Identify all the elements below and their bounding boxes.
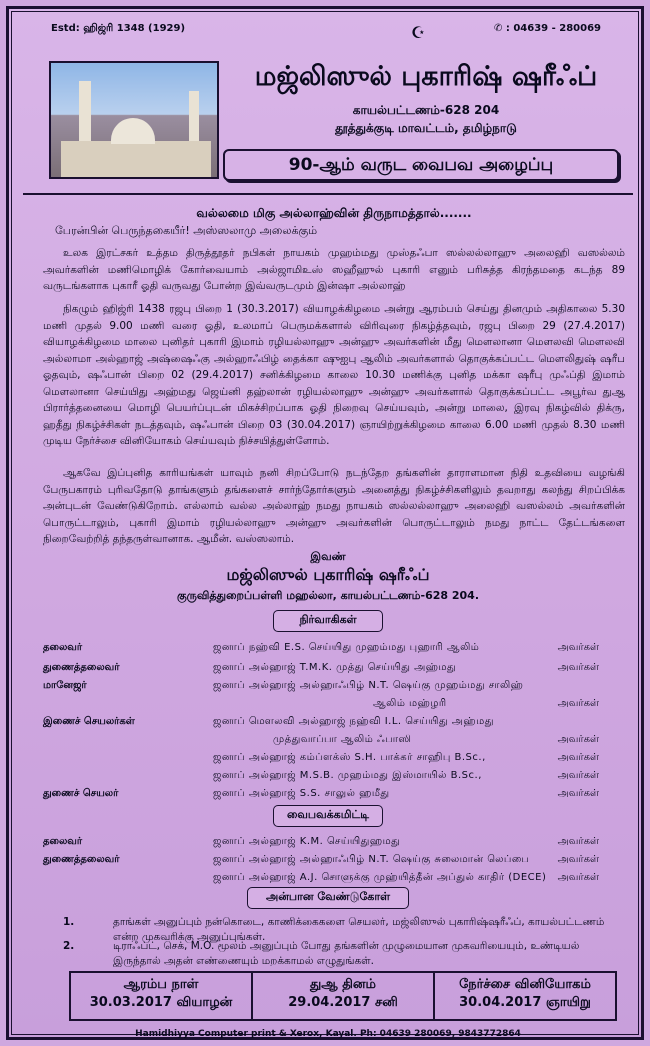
- admin-row: [43, 733, 623, 747]
- admin-suffix: அவர்கள்: [557, 788, 599, 799]
- committee-name: ஜனாப் அல்ஹாஜ் A.J. சொளுக்கு முஹ்யித்தீன் அப்துல் காதிர் (DECE): [213, 872, 547, 883]
- admin-name: முத்துவாப்பா ஆலிம் ஃபாஸி: [273, 734, 412, 745]
- admin-suffix: அவர்கள்: [557, 662, 599, 673]
- address-line-1: காயல்பட்டணம்-628 204: [352, 103, 500, 117]
- date-label: துஆ தினம்: [310, 977, 376, 992]
- crescent-icon: ☪: [411, 23, 426, 42]
- admin-suffix: அவர்கள்: [557, 642, 599, 653]
- divider: [23, 193, 633, 195]
- address-line-2: தூத்துக்குடி மாவட்டம், தமிழ்நாடு: [335, 121, 517, 135]
- printer-footer: Hamidhiyya Computer print & Xerox, Kayal. Ph: 04639 280069, 9843772864: [135, 1029, 521, 1039]
- signature-place: குருவித்துறைப்பள்ளி மஹல்லா, காயல்பட்டணம்-628 204.: [176, 589, 480, 602]
- admin-name: ஜனாப் மௌலவி அல்ஹாஜ் நஹ்வி I.L. செய்யிது அஹ்மது: [213, 716, 494, 727]
- start-date-cell: [71, 973, 253, 1019]
- admin-row: [43, 769, 623, 783]
- greeting-line: பேரன்பின் பெருந்தகையீர்! அஸ்ஸலாமு அலைக்கும்: [55, 224, 318, 237]
- committee-heading: வைபவக்கமிட்டி: [273, 805, 383, 827]
- date-label: நேர்ச்சை வினியோகம்: [459, 977, 591, 992]
- admin-row: [43, 715, 623, 729]
- admin-suffix: அவர்கள்: [557, 752, 599, 763]
- admin-row: [43, 787, 623, 801]
- requests-heading: அன்பான வேண்டுகோள்: [247, 887, 409, 909]
- request-number: 1.: [63, 916, 75, 928]
- appeal-paragraph: ஆகவே இப்புனித காரியங்கள் யாவும் நனி சிறப்போடு நடந்தேற தங்களின் தாராளமான நிதி உதவியை வழங்கி பேருபகாரம் புரிவதோடு தாங்களும் தங்களைச் சார்ந்தோர்களும் அனைத்து நிகழ்ச்சிகளிலும் தவறாது கலந்து சிறப்பிக்க அன்புடன் வேண்டுகிறோம். எல்லாம் வல்ல அல்லாஹ் நமது நாயகம் ஸல்லல்லாஹு அலைஹி வஸல்லம் அவர்களின் பொருட்டாலும், புகாரி இமாம் ரழியல்லாஹு அன்ஹு அவர்களின் பொருட்டாலும் நமது நாட்ட தேட்டங்களை நிறைவேற்றித் தந்தருள்வானாக. ஆமீன். வஸ்ஸலாம்.: [43, 467, 625, 545]
- request-number: 2.: [63, 940, 75, 952]
- admin-suffix: அவர்கள்: [557, 734, 599, 745]
- admin-role: தலைவர்: [43, 642, 83, 653]
- admin-row: [43, 679, 623, 693]
- date-value: 30.04.2017 ஞாயிறு: [459, 995, 591, 1010]
- admin-name: ஜனாப் அல்ஹாஜ் அல்ஹாஃபிழ் N.T. ஷெய்கு முஹம்மது சாலிஹ்: [213, 680, 524, 691]
- committee-row: [43, 835, 623, 849]
- committee-suffix: அவர்கள்: [557, 836, 599, 847]
- signature-organization: மஜ்லிஸுல் புகாரிஷ் ஷரீஃப்: [226, 565, 430, 584]
- request-text: தாங்கள் அனுப்பும் நன்கொடை, காணிக்கைகளை செயலர், மஜ்லிஸுல் புகாரிஷ்ஷரீஃப், காயல்பட்டணம் என்ற முகவரிக்கு அனுப்புங்கள்.: [113, 916, 605, 943]
- building-shape: [61, 141, 211, 179]
- dua-date-cell: [253, 973, 435, 1019]
- admin-name: ஜனாப் அல்ஹாஜ் T.M.K. முத்து செய்யிது அஹ்மது: [213, 662, 457, 673]
- invocation-line: வல்லமை மிகு அல்லாஹ்வின் திருநாமத்தால்.......: [196, 206, 472, 220]
- committee-suffix: அவர்கள்: [557, 854, 599, 865]
- event-dates-table: [69, 971, 617, 1021]
- committee-row: [43, 871, 623, 885]
- signature-ivan: இவண்: [310, 550, 346, 563]
- admin-name: ஜனாப் அல்ஹாஜ் S.S. சாலுல் ஹமீது: [213, 788, 390, 799]
- admin-role: மானேஜர்: [43, 680, 87, 691]
- admin-name: ஜனாப் நஹ்வி E.S. செய்யிது முஹம்மது புஹாரி ஆலிம்: [213, 642, 480, 653]
- admin-suffix: அவர்கள்: [557, 698, 599, 709]
- admin-row: [43, 697, 623, 711]
- admin-name: ஆலிம் மஹ்ழரி: [373, 698, 447, 709]
- admin-row: [43, 641, 623, 655]
- admin-role: இணைச் செயலர்கள்: [43, 716, 135, 727]
- anniversary-banner: 90-ஆம் வருட வைபவ அழைப்பு: [223, 149, 619, 181]
- established-text: Estd: ஹிஜ்ரி 1348 (1929): [51, 23, 186, 34]
- mosque-photo: [49, 61, 219, 179]
- admin-name: ஜனாப் அல்ஹாஜ் M.S.B. முஹம்மது இஸ்மாயில் B.Sc.,: [213, 770, 482, 781]
- distribution-date-cell: [435, 973, 615, 1019]
- request-text: டிராஃப்ட், செக், M.O. மூலம் அனுப்பும் போது தங்களின் முழுமையான முகவரியையும், உண்டியல் இருந்தால் அதன் எண்ணையும் மறக்காமல் எழுதுங்கள்.: [113, 940, 580, 967]
- committee-role: தலைவர்: [43, 836, 83, 847]
- invitation-sheet: [6, 6, 644, 1040]
- date-label: ஆரம்ப நாள்: [123, 977, 199, 992]
- schedule-paragraph: நிகழும் ஹிஜ்ரி 1438 ரஜபு பிறை 1 (30.3.2017) வியாழக்கிழமை அன்று ஆரம்பம் செய்து தினமும் அதிகாலை 5.30 மணி முதல் 9.00 மணி வரை ஓதி, உலமாப் பெருமக்களால் விரிவுரை நிகழ்த்தவும், ரஜபு பிறை 29 (27.4.2017) வியாழக்கிழமை மாலை புனிதர் புகாரி இமாம் ரழியல்லாஹு அன்ஹு அவர்களின் மீது மௌலானா மௌலவி மௌலவி அல்லாமா அல்ஹாஜ் அஷ்ஷைஃகு அல்ஹாஃபிழ் தைக்கா ஷுஐபு ஆலிம் அவர்களால் தொகுக்கப்பட்ட மௌலிதுஷ் ஷரீப ஓதவும், ஷஃபான் பிறை 02 (29.4.2017) சனிக்கிழமை காலை 10.30 மணிக்கு புனித மக்கா ஷரீபு முஃப்தி இமாம் மௌலானா செய்யிது அஹ்மது ஜெய்னி தஹ்லான் ரழியல்லாஹு அன்ஹு அவர்களால் தொகுக்கப்பட்ட அபூர்வ துஆ பிரார்த்தனையை மொழி பெயர்ப்புடன் மிகச்சிறப்பாக ஓதி நிறைவு செய்யவும், அன்று மாலை, இரவு நிகழ்வில் திக்ரு, ஹதீது நிகழ்ச்சிகள் நடத்தவும், ஷஃபான் பிறை 03 (30.04.2017) ஞாயிற்றுக்கிழமை காலை 6.00 மணி முதல் 8.30 மணி முடிய நேர்ச்சை வினியோகம் செய்யவும் நிச்சயித்துள்ளோம்.: [43, 303, 625, 447]
- committee-name: ஜனாப் அல்ஹாஜ் K.M. செய்யிதுஹமது: [213, 836, 401, 847]
- admin-role: துணைச் செயலர்: [43, 788, 119, 799]
- committee-suffix: அவர்கள்: [557, 872, 599, 883]
- committee-row: [43, 853, 623, 867]
- admin-row: [43, 751, 623, 765]
- dome-shape: [111, 118, 155, 144]
- date-value: 30.03.2017 வியாழன்: [89, 995, 233, 1010]
- organization-title: மஜ்லிஸுல் புகாரிஷ் ஷரீஃப்: [254, 61, 598, 92]
- date-value: 29.04.2017 சனி: [288, 995, 398, 1010]
- intro-paragraph: உலக இரட்சகர் உத்தம திருத்தூதர் நபிகள் நாயகம் முஹம்மது முஸ்தஃபா ஸல்லல்லாஹு அலைஹி வஸல்லம் அவர்களின் மணிமொழிக் கோர்வையாம் அல்ஜாமிஉஸ் ஸஹீஹுல் புகாரி எனும் பரிசுத்த கிரந்தமதை கடந்த 89 வருடங்களாக புகாரீ ஓதி வருவது போன்ற இவ்வருடமும் இன்ஷா அல்லாஹ்: [43, 247, 625, 292]
- request-item: [43, 939, 613, 969]
- admin-role: துணைத்தலைவர்: [43, 662, 120, 673]
- phone-number: ✆ : 04639 - 280069: [494, 23, 601, 34]
- admin-name: ஜனாப் அல்ஹாஜ் கம்ப்ளக்ஸ் S.H. பாக்கர் சாஹிபு B.Sc.,: [213, 752, 486, 763]
- admin-row: [43, 661, 623, 675]
- committee-role: துணைத்தலைவர்: [43, 854, 120, 865]
- committee-name: ஜனாப் அல்ஹாஜ் அல்ஹாஃபிழ் N.T. ஷெய்கு சுலைமான் லெப்பை: [213, 854, 530, 865]
- admin-heading: நிர்வாகிகள்: [273, 610, 383, 632]
- admin-suffix: அவர்கள்: [557, 770, 599, 781]
